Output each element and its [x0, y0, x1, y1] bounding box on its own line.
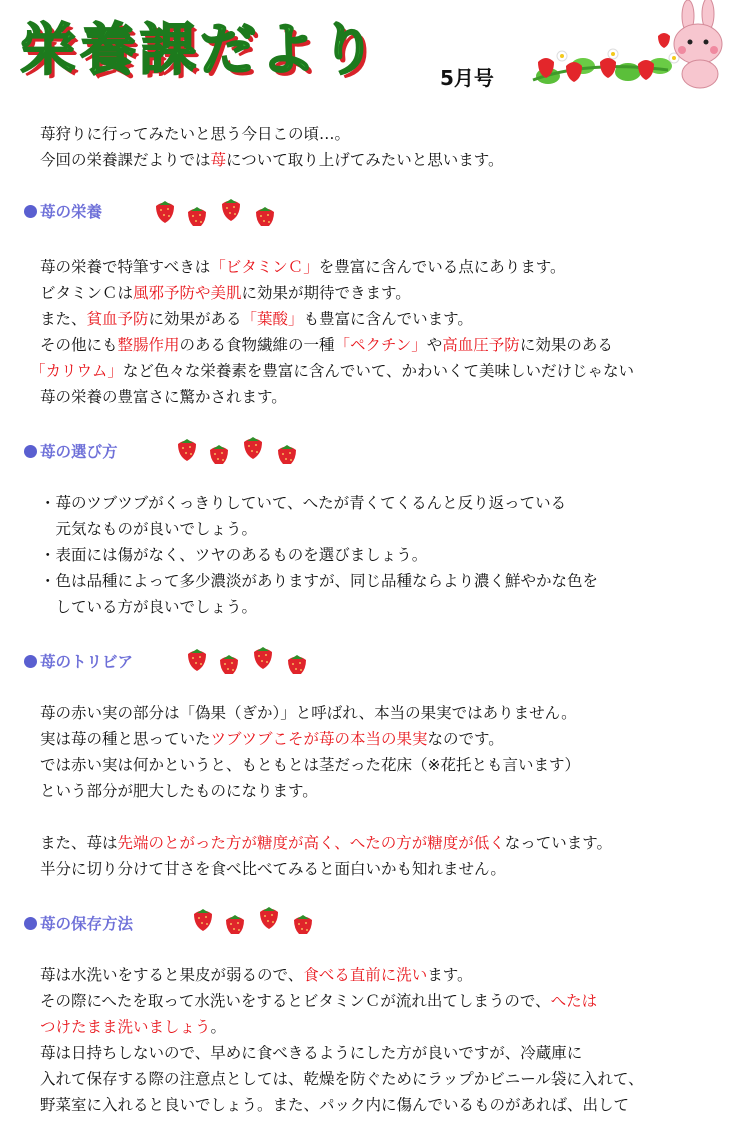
- body-text: している方が良いでしょう。: [40, 598, 258, 616]
- body-text: に効果がある: [148, 310, 242, 328]
- nutrition-line-1: [40, 254, 565, 280]
- nutrition-line-6: [40, 384, 287, 410]
- body-text: を豊富に含んでいる点にあります。: [318, 258, 566, 276]
- storage-line-6: [40, 1092, 629, 1118]
- body-text: も豊富に含んでいます。: [303, 310, 473, 328]
- emphasis-text: 「ビタミンＣ」: [210, 258, 319, 276]
- body-text: 野菜室に入れると良いでしょう。また、パック内に傷んでいるものがあれば、出して: [40, 1096, 630, 1114]
- page-title: 栄養課だより: [20, 18, 380, 83]
- emphasis-text: 貧血予防: [86, 310, 149, 328]
- strawberry-icon: [288, 655, 306, 674]
- rabbit-icon: [674, 0, 722, 88]
- storage-line-5: [40, 1066, 644, 1092]
- section-heading-nutrition: [24, 200, 102, 222]
- section-heading-label: 苺の選び方: [40, 443, 118, 461]
- strawberry-row: [186, 904, 316, 934]
- section-heading-selection: [24, 440, 118, 462]
- bullet-dot-icon: [24, 205, 37, 218]
- section-heading-storage: [24, 912, 133, 934]
- nutrition-line-4: [40, 332, 613, 358]
- section-heading-label: 苺の保存方法: [40, 915, 134, 933]
- emphasis-text: 高血圧予防: [442, 336, 520, 354]
- trivia-line-5: [40, 830, 612, 856]
- emphasis-text: 「ペクチン」: [334, 336, 427, 354]
- emphasis-text: 先端のとがった方が糖度が高く、へたの方が糖度が低く: [117, 834, 505, 852]
- trivia-line-6: [40, 856, 506, 882]
- section-heading-trivia: [24, 650, 133, 672]
- body-text: 苺の栄養で特筆すべきは: [40, 258, 211, 276]
- selection-line-1: [40, 490, 566, 516]
- emphasis-text: 食べる直前に洗い: [303, 966, 428, 984]
- strawberry-icon: [178, 439, 196, 461]
- body-text: など色々な栄養素を豊富に含んでいて、かわいくて美味しいだけじゃない: [122, 362, 635, 380]
- storage-line-4: [40, 1040, 582, 1066]
- body-text: なのです。: [427, 730, 504, 748]
- body-text: ・表面には傷がなく、ツヤのあるものを選びましょう。: [40, 546, 428, 564]
- strawberry-icon: [188, 207, 206, 226]
- body-text: 元気なものが良いでしょう。: [40, 520, 258, 538]
- strawberry-icon: [220, 655, 238, 674]
- strawberry-row: [148, 196, 278, 226]
- body-text: について取り上げてみたいと思います。: [226, 151, 504, 169]
- selection-line-5: [40, 594, 257, 620]
- trivia-line-2: [40, 726, 504, 752]
- body-text: 苺は水洗いをすると果皮が弱るので、: [40, 966, 304, 984]
- body-text: 苺の赤い実の部分は「偽果（ぎか）」と呼ばれ、本当の果実ではありません。: [40, 704, 577, 722]
- nutrition-line-2: [40, 280, 411, 306]
- body-text: ・苺のツブツブがくっきりしていて、へたが青くてくるんと反り返っている: [40, 494, 567, 512]
- strawberry-icon: [254, 647, 272, 669]
- body-text: ・色は品種によって多少濃淡がありますが、同じ品種ならより濃く鮮やかな色を: [40, 572, 599, 590]
- bullet-dot-icon: [24, 445, 37, 458]
- strawberry-icon: [194, 909, 212, 931]
- body-text: 苺狩りに行ってみたいと思う今日この頃…。: [40, 125, 351, 143]
- emphasis-text: 風邪予防や美肌: [133, 284, 242, 302]
- body-text: という部分が肥大したものになります。: [40, 782, 318, 800]
- strawberry-icon: [278, 445, 296, 464]
- body-text: 苺の栄養の豊富さに驚かされます。: [40, 388, 287, 406]
- body-text: 入れて保存する際の注意点としては、乾燥を防ぐためにラップかビニール袋に入れて、: [40, 1070, 644, 1088]
- selection-line-4: [40, 568, 598, 594]
- emphasis-text: つけたまま洗いましょう: [40, 1018, 211, 1036]
- body-text: のある食物繊維の一種: [179, 336, 335, 354]
- storage-line-2: [40, 988, 597, 1014]
- section-heading-label: 苺のトリビア: [40, 653, 134, 671]
- body-text: 今回の栄養課だよりでは: [40, 151, 211, 169]
- strawberry-icon: [156, 201, 174, 223]
- nutrition-line-3: [40, 306, 473, 332]
- storage-line-3: [40, 1014, 226, 1040]
- emphasis-text: 整腸作用: [117, 336, 180, 354]
- nutrition-line-5: [30, 358, 634, 384]
- body-text: 実は苺の種と思っていた: [40, 730, 211, 748]
- selection-line-2: [40, 516, 257, 542]
- body-text: 。: [210, 1018, 227, 1036]
- strawberry-row: [180, 644, 310, 674]
- header-decoration: [528, 0, 752, 112]
- body-text: 苺は日持ちしないので、早めに食べきるようにした方が良いですが、冷蔵庫に: [40, 1044, 583, 1062]
- body-text: なっています。: [504, 834, 612, 852]
- strawberry-icon: [294, 915, 312, 934]
- body-text: ます。: [427, 966, 473, 984]
- body-text: や: [426, 336, 443, 354]
- strawberry-icon: [260, 907, 278, 929]
- body-text: また、: [40, 310, 87, 328]
- emphasis-text: ツブツブこそが苺の本当の果実: [210, 730, 428, 748]
- emphasis-text: 「葉酸」: [241, 310, 304, 328]
- intro-line-1: [40, 121, 350, 147]
- bullet-dot-icon: [24, 655, 37, 668]
- strawberry-icon: [222, 199, 240, 221]
- emphasis-text: 苺: [210, 151, 227, 169]
- selection-line-3: [40, 542, 427, 568]
- body-text: その他にも: [40, 336, 118, 354]
- body-text: では赤い実は何かというと、もともとは茎だった花床（※花托とも言います）: [40, 756, 580, 774]
- storage-line-1: [40, 962, 472, 988]
- emphasis-text: 「カリウム」: [30, 362, 123, 380]
- trivia-line-3: [40, 752, 580, 778]
- strawberry-icon: [256, 207, 274, 226]
- issue-label: 5月号: [440, 66, 494, 90]
- emphasis-text: へたは: [550, 992, 598, 1010]
- strawberry-icon: [210, 445, 228, 464]
- body-text: ビタミンＣは: [40, 284, 134, 302]
- strawberry-row: [170, 434, 300, 464]
- strawberry-icon: [226, 915, 244, 934]
- trivia-line-1: [40, 700, 577, 726]
- strawberry-icon: [188, 649, 206, 671]
- body-text: 半分に切り分けて甘さを食べ比べてみると面白いかも知れません。: [40, 860, 506, 878]
- body-text: その際にへたを取って水洗いをするとビタミンＣが流れ出てしまうので、: [40, 992, 551, 1010]
- strawberry-icon: [244, 437, 262, 459]
- body-text: に効果のある: [519, 336, 613, 354]
- body-text: に効果が期待できます。: [241, 284, 411, 302]
- section-heading-label: 苺の栄養: [40, 203, 103, 221]
- bullet-dot-icon: [24, 917, 37, 930]
- intro-line-2: [40, 147, 503, 173]
- trivia-line-4: [40, 778, 318, 804]
- body-text: また、苺は: [40, 834, 118, 852]
